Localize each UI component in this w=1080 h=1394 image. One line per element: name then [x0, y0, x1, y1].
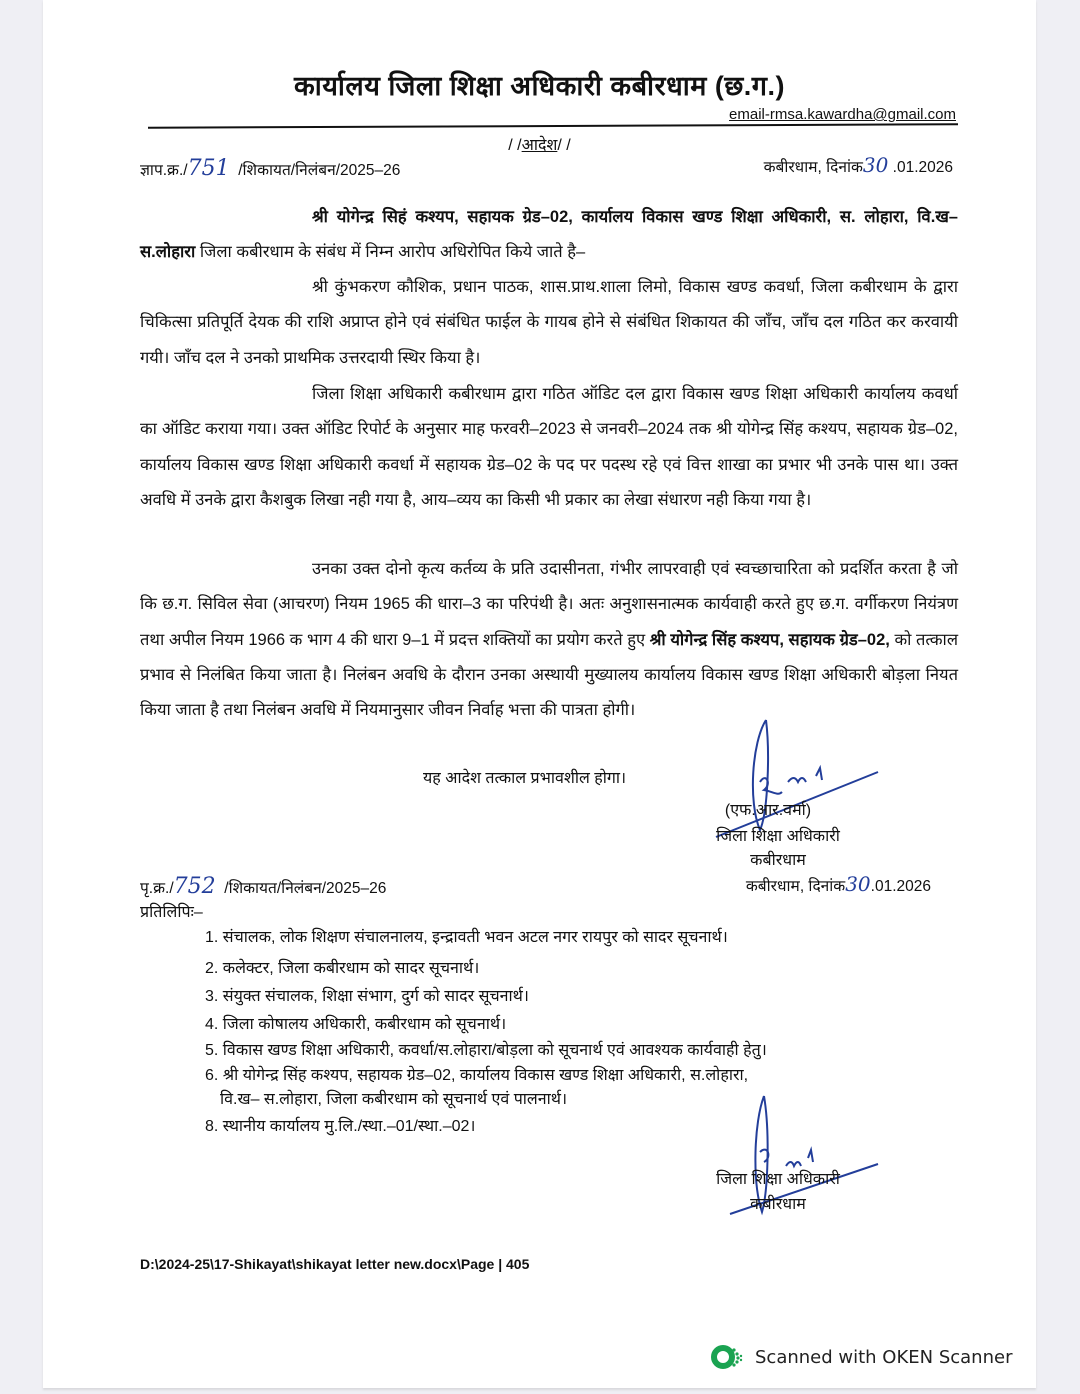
- document-page: [43, 0, 1036, 1388]
- copy-to-item: 1. संचालक, लोक शिक्षण संचालनालय, इन्द्रावती भवन अटल नगर रायपुर को सादर सूचनार्थ।: [205, 929, 728, 946]
- signatory-name: (एफ.आर.वर्मा): [724, 802, 812, 819]
- file-path-footer: D:\2024-25\17-Shikayat\shikayat letter new.docx\Page | 405: [140, 1256, 530, 1272]
- copy-to-item: 4. जिला कोषालय अधिकारी, कबीरधाम को सूचनार्थ।: [205, 1016, 507, 1033]
- signatory-designation: जिला शिक्षा अधिकारी: [716, 828, 840, 845]
- paragraph-complaint: श्री कुंभकरण कौशिक, प्रधान पाठक, शास.प्राथ.शाला लिमो, विकास खण्ड कवर्धा, जिला कबीरधाम के द्वारा चिकित्सा प्रतिपूर्ति देयक की राशि अप्राप्त होने एवं संबंधित फाईल के गायब होने से संबंधित शिकायत की जाँच, जाँच दल गठित कर करवायी गयी। जाँच दल ने उनको प्राथमिक उत्तरदायी स्थिर किया है।: [140, 278, 958, 367]
- order-heading-text: आदेश: [521, 137, 558, 154]
- copy-to-item: 2. कलेक्टर, जिला कबीरधाम को सादर सूचनार्थ।: [205, 960, 480, 977]
- oken-logo-icon: [711, 1344, 745, 1370]
- memo-reference: ज्ञाप.क्र./751 /शिकायत/निलंबन/2025–26: [140, 156, 401, 181]
- office-title: कार्यालय जिला शिक्षा अधिकारी कबीरधाम (छ.ग.): [294, 71, 785, 101]
- copy-date: कबीरधाम, दिनांक30.01.2026: [745, 872, 931, 896]
- signatory-2-designation: जिला शिक्षा अधिकारी: [716, 1171, 840, 1188]
- copy-to-item: वि.ख– स.लोहारा, जिला कबीरधाम को सूचनार्थ एवं पालनार्थ।: [220, 1091, 568, 1108]
- copy-to-item: 5. विकास खण्ड शिक्षा अधिकारी, कवर्धा/स.लोहारा/बोड़ला को सूचनार्थ एवं आवश्यक कार्यवाही हेतु।: [205, 1042, 767, 1059]
- signatory-place: कबीरधाम: [750, 852, 806, 869]
- signature-1-scribble: [708, 712, 888, 842]
- signatory-2-place: कबीरधाम: [750, 1196, 806, 1213]
- scanner-watermark: [711, 1344, 1012, 1370]
- handwritten-date-day: 30: [862, 153, 889, 177]
- scanner-watermark-text: Scanned with OKEN Scanner: [755, 1346, 1013, 1368]
- handwritten-copy-number: 752: [173, 874, 216, 899]
- order-effective-line: यह आदेश तत्काल प्रभावशील होगा।: [423, 770, 627, 787]
- copy-reference: पृ.क्र./752 /शिकायत/निलंबन/2025–26: [140, 874, 387, 899]
- copy-to-label: प्रतिलिपिः–: [140, 904, 203, 921]
- office-email: email-rmsa.kawardha@gmail.com: [729, 106, 956, 123]
- copy-to-item: 6. श्री योगेन्द्र सिंह कश्यप, सहायक ग्रेड–02, कार्यालय विकास खण्ड शिक्षा अधिकारी, स.लोहारा,: [205, 1067, 749, 1084]
- copy-to-item: 8. स्थानीय कार्यालय मु.लि./स्था.–01/स्था.–02।: [205, 1118, 476, 1135]
- copy-to-item: 3. संयुक्त संचालक, शिक्षा संभाग, दुर्ग को सादर सूचनार्थ।: [205, 988, 529, 1005]
- paragraph-charges-intro: श्री योगेन्द्र सिहं कश्यप, सहायक ग्रेड–02, कार्यालय विकास खण्ड शिक्षा अधिकारी, स. लोहारा, वि.ख– स.लोहारा जिला कबीरधाम के संबंध में निम्न आरोप अधिरोपित किये जाते है–: [140, 208, 958, 262]
- header-divider: [148, 123, 958, 129]
- paragraph-audit: जिला शिक्षा अधिकारी कबीरधाम द्वारा गठित ऑडिट दल द्वारा विकास खण्ड शिक्षा अधिकारी कार्यालय कवर्धा का ऑडिट कराया गया। उक्त ऑडिट रिपोर्ट के अनुसार माह फरवरी–2023 से जनवरी–2024 तक श्री योगेन्द्र सिंह कश्यप, सहायक ग्रेड–02, कार्यालय विकास खण्ड शिक्षा अधिकारी कवर्धा में सहायक ग्रेड–02 के पद पर पदस्थ रहे एवं वित्त शाखा का प्रभार भी उनके पास था। उक्त अवधि में उनके द्वारा कैशबुक लिखा नही गया है, आय–व्यय का किसी भी प्रकार का लेखा संधारण नही किया गया है।: [140, 385, 958, 509]
- memo-date: कबीरधाम, दिनांक30 .01.2026: [763, 153, 953, 177]
- paragraph-suspension: उनका उक्त दोनो कृत्य कर्तव्य के प्रति उदासीनता, गंभीर लापरवाही एवं स्वच्छाचारिता को प्रदर्शित करता है जो कि छ.ग. सिविल सेवा (आचरण) नियम 1965 की धारा–3 का परिपंथी है। अतः अनुशासनात्मक कार्यवाही करते हुए छ.ग. वर्गीकरण नियंत्रण तथा अपील नियम 1966 क भाग 4 की धारा 9–1 में प्रदत्त शक्तियों का प्रयोग करते हुए श्री योगेन्द्र सिंह कश्यप, सहायक ग्रेड–02, को तत्काल प्रभाव से निलंबित किया जाता है। निलंबन अवधि के दौरान उनका अस्थायी मुख्यालय कार्यालय विकास खण्ड शिक्षा अधिकारी बोड़ला नियत किया जाता है तथा निलंबन अवधि में नियमानुसार जीवन निर्वाह भत्ता की पात्रता होगी।: [140, 560, 959, 720]
- handwritten-memo-number: 751: [187, 156, 230, 181]
- order-heading: / /आदेश/ /: [508, 137, 571, 154]
- handwritten-copy-date-day: 30: [845, 872, 871, 896]
